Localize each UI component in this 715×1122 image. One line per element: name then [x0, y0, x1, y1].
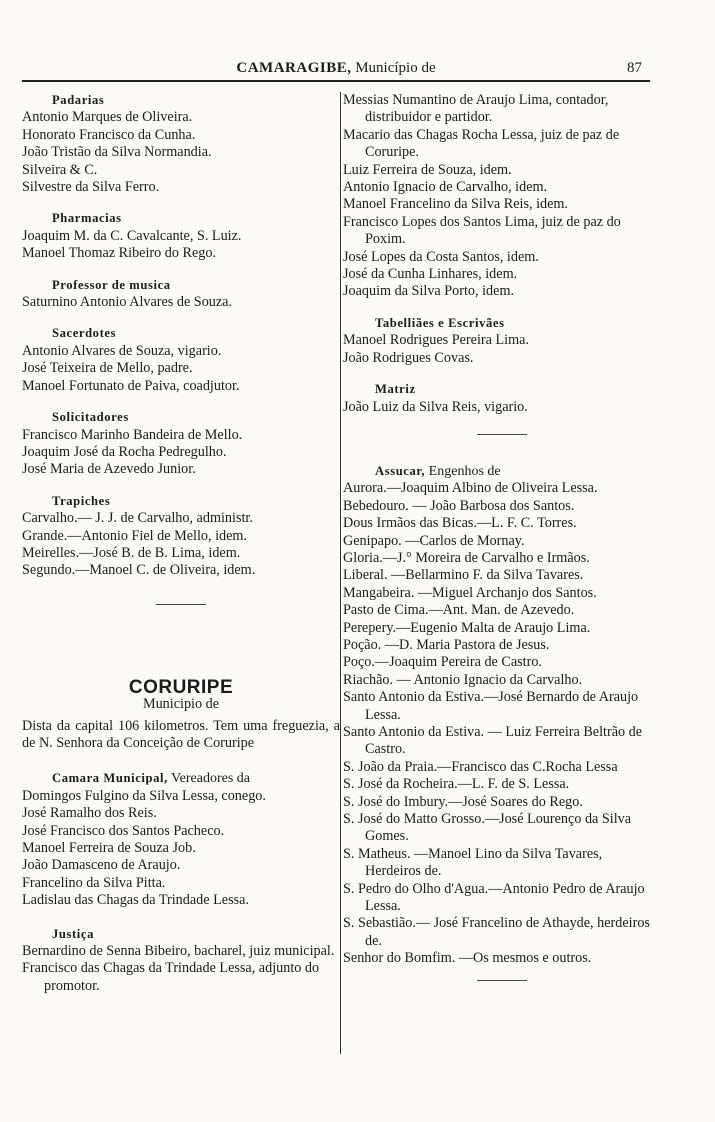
header-rule [22, 80, 650, 82]
list-item: Antonio Alvares de Souza, vigario. [22, 342, 222, 359]
list-item: Francisco Marinho Bandeira de Mello. [22, 426, 243, 443]
section-title-trapiches: Trapiches [52, 493, 111, 508]
list-item: Honorato Francisco da Cunha. [22, 126, 196, 143]
list-item: Santo Antonio da Estiva. — Luiz Ferreira Beltrão de Castro. [343, 724, 643, 758]
heading-coruripe: CORURIPE [128, 676, 234, 698]
list-item: Dous Irmãos das Bicas.—L. F. C. Torres. [343, 515, 577, 532]
list-justica [22, 943, 340, 995]
section-title-assucar [343, 463, 661, 480]
section-title-camara [22, 770, 340, 787]
list-item: José Maria de Azevedo Junior. [22, 461, 196, 478]
running-title-bold: CAMARAGIBE, [236, 60, 352, 76]
right-column [343, 92, 661, 981]
list-item: Senhor do Bomfim. —Os mesmos e outros. [343, 950, 592, 967]
list-item: João Damasceno de Araujo. [22, 857, 181, 874]
list-professor [22, 294, 340, 311]
list-item: Saturnino Antonio Alvares de Souza. [22, 294, 233, 311]
list-item: Genipapo. —Carlos de Mornay. [343, 532, 525, 549]
list-item: Manoel Fortunato de Paiva, coadjutor. [22, 377, 240, 394]
list-item: José da Cunha Linhares, idem. [343, 266, 518, 283]
column-divider [340, 92, 341, 1054]
list-item: José Ramalho dos Reis. [22, 805, 157, 822]
section-title-pharmacias: Pharmacias [52, 211, 122, 226]
list-sacerdotes [22, 343, 340, 395]
list-item: Silveira & C. [22, 161, 98, 178]
list-item: José Teixeira de Mello, padre. [22, 360, 193, 377]
running-title [22, 60, 650, 77]
list-pharmacias [22, 228, 340, 263]
list-item: Grande.—Antonio Fiel de Mello, idem. [22, 527, 247, 544]
camara-title-bold: Camara Municipal, [52, 771, 168, 786]
list-item: S. José do Imbury.—José Soares do Rego. [343, 793, 583, 810]
list-item: Santo Antonio da Estiva.—José Bernardo de Araujo Lessa. [343, 689, 639, 723]
list-item: Segundo.—Manoel C. de Oliveira, idem. [22, 562, 256, 579]
section-title-padarias: Padarias [52, 93, 105, 107]
list-item: Domingos Fulgino da Silva Lessa, conego. [22, 787, 266, 804]
list-item: Francelino da Silva Pitta. [22, 874, 166, 891]
list-item: Bebedouro. — João Barbosa dos Santos. [343, 497, 575, 514]
list-item: Luiz Ferreira de Souza, idem. [343, 161, 512, 178]
list-item: Gloria.—J.° Moreira de Carvalho e Irmãos. [343, 549, 590, 566]
list-padarias [22, 109, 340, 196]
section-separator [156, 604, 206, 605]
list-item: S. José do Matto Grosso.—José Lourenço da Silva Gomes. [343, 811, 632, 845]
section-separator-right [477, 434, 527, 435]
list-item: Silvestre da Silva Ferro. [22, 179, 160, 196]
list-item: Joaquim José da Rocha Pedregulho. [22, 443, 227, 460]
list-tabelliaes [343, 332, 661, 367]
list-item: S. Sebastião.— José Francelino de Athayde, herdeiros de. [343, 915, 650, 949]
list-item: Liberal. —Bellarmino F. da Silva Tavares. [343, 567, 584, 584]
subheading-municipio: Municipio de [142, 696, 220, 713]
list-item: Riachão. — Antonio Ignacio da Carvalho. [343, 671, 583, 688]
list-item: João Tristão da Silva Normandia. [22, 144, 212, 161]
list-item: S. José da Rocheira.—L. F. de S. Lessa. [343, 776, 570, 793]
list-item: Antonio Ignacio de Carvalho, idem. [343, 179, 548, 196]
list-item: Francisco das Chagas da Trindade Lessa, adjunto do promotor. [22, 960, 320, 994]
list-item: Francisco Lopes dos Santos Lima, juiz de paz do Poxim. [343, 213, 621, 248]
list-item: Joaquim da Silva Porto, idem. [343, 283, 515, 300]
list-item: Antonio Marques de Oliveira. [22, 109, 193, 126]
section-title-tabelliaes: Tabelliães e Escrivães [375, 315, 505, 330]
list-item: Mangabeira. —Miguel Archanjo dos Santos. [343, 584, 597, 601]
list-item: Ladislau das Chagas da Trindade Lessa. [22, 892, 249, 909]
page-number: 87 [627, 60, 642, 76]
left-column [22, 92, 340, 995]
list-item: Pasto de Cima.—Ant. Man. de Azevedo. [343, 602, 575, 619]
end-separator [477, 980, 527, 981]
running-title-rest: Município de [351, 60, 436, 76]
list-item: José Francisco dos Santos Pacheco. [22, 822, 225, 839]
list-item: S. Pedro do Olho d'Agua.—Antonio Pedro de Araujo Lessa. [343, 880, 645, 915]
list-solicitadores [22, 427, 340, 479]
list-camara [22, 788, 340, 910]
page-header [22, 58, 650, 80]
list-engenhos [343, 480, 661, 967]
list-item: Manoel Thomaz Ribeiro do Rego. [22, 245, 216, 262]
list-item: Carvalho.— J. J. de Carvalho, administr. [22, 510, 253, 527]
list-item: Bernardino de Senna Bibeiro, bacharel, juiz municipal. [22, 943, 335, 960]
section-title-solicitadores: Solicitadores [52, 410, 129, 425]
list-item: Messias Numantino de Araujo Lima, contador, distribuidor e partidor. [343, 92, 609, 126]
list-item: João Luiz da Silva Reis, vigario. [343, 398, 528, 415]
list-item: S. João da Praia.—Francisco das C.Rocha Lessa [343, 758, 618, 775]
list-justica-continued [343, 92, 661, 301]
list-item: Manoel Ferreira de Souza Job. [22, 840, 196, 856]
coruripe-description: Dista da capital 106 kilometros. Tem uma freguezia, a de N. Senhora da Conceição de Coruripe [22, 717, 340, 751]
section-title-matriz: Matriz [375, 382, 416, 397]
list-matriz [343, 399, 661, 416]
list-item: José Lopes da Costa Santos, idem. [343, 248, 539, 265]
list-item: Manoel Rodrigues Pereira Lima. [343, 332, 529, 349]
list-item: Poço.—Joaquim Pereira de Castro. [343, 654, 542, 671]
assucar-title-bold: Assucar, [375, 463, 426, 478]
camara-title-rest: Vereadores da [167, 771, 251, 787]
section-title-justica: Justiça [52, 926, 94, 941]
list-item: Aurora.—Joaquim Albino de Oliveira Lessa. [343, 480, 598, 497]
list-trapiches [22, 510, 340, 580]
list-item: Perepery.—Eugenio Malta de Araujo Lima. [343, 619, 591, 636]
section-title-sacerdotes: Sacerdotes [52, 326, 117, 341]
list-item: Meirelles.—José B. de B. Lima, idem. [22, 544, 241, 561]
list-item: João Rodrigues Covas. [343, 349, 474, 366]
list-item: Poção. —D. Maria Pastora de Jesus. [343, 636, 550, 653]
list-item: Joaquim M. da C. Cavalcante, S. Luiz. [22, 227, 242, 244]
assucar-title-rest: Engenhos de [425, 463, 501, 479]
list-item: S. Matheus. —Manoel Lino da Silva Tavares, Herdeiros de. [343, 845, 603, 880]
list-item: Manoel Francelino da Silva Reis, idem. [343, 196, 568, 213]
list-item: Macario das Chagas Rocha Lessa, juiz de paz de Coruripe. [343, 126, 620, 161]
section-title-professor: Professor de musica [52, 277, 171, 292]
